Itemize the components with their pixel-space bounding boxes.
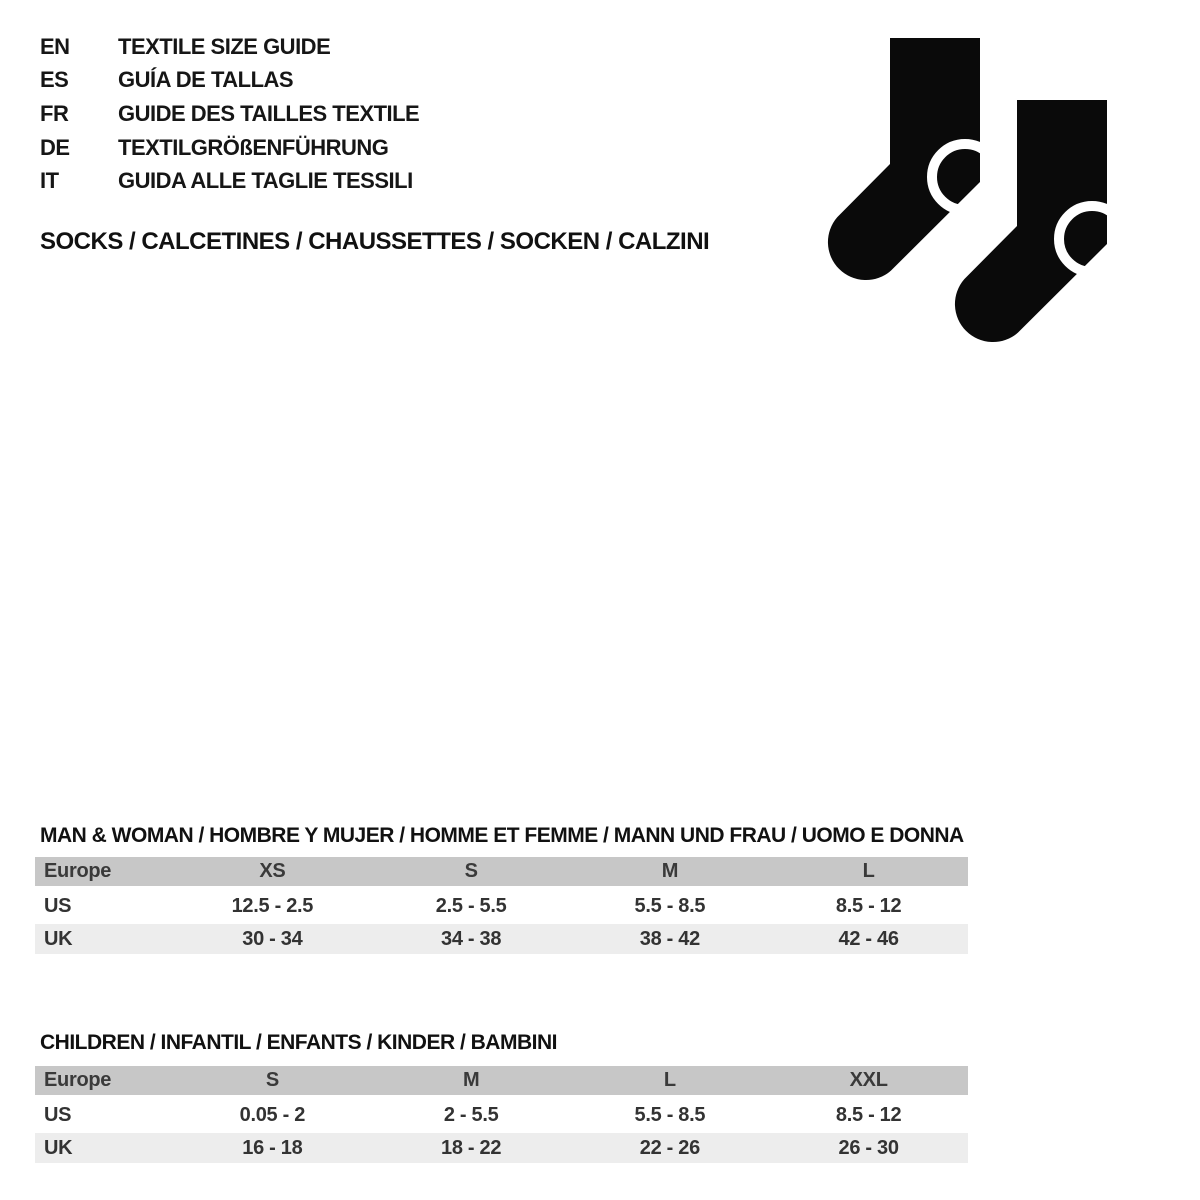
size-header-cell: XS <box>259 860 286 882</box>
size-cell: 12.5 - 2.5 <box>231 894 314 917</box>
size-cell: 42 - 46 <box>838 927 899 950</box>
language-label: GUIDE DES TAILLES TEXTILE <box>118 100 420 126</box>
category-title: SOCKS / CALCETINES / CHAUSSETTES / SOCKEN / CALZINI <box>40 228 710 255</box>
table-header-row <box>35 1066 968 1095</box>
language-code: FR <box>40 100 69 126</box>
language-code: IT <box>40 168 59 194</box>
size-cell: 30 - 34 <box>242 927 303 950</box>
size-header-cell: L <box>862 860 875 882</box>
size-cell: 26 - 30 <box>838 1136 899 1159</box>
region-label: US <box>44 1103 72 1126</box>
size-cell: 18 - 22 <box>441 1136 502 1159</box>
language-code: ES <box>40 67 69 93</box>
size-cell: 8.5 - 12 <box>835 894 902 917</box>
children-section <box>0 1031 902 1159</box>
size-cell: 8.5 - 12 <box>835 1103 902 1126</box>
language-label: GUÍA DE TALLAS <box>118 67 294 93</box>
size-cell: 16 - 18 <box>242 1136 303 1159</box>
size-cell: 22 - 26 <box>639 1136 700 1159</box>
size-header-cell: M <box>462 1069 480 1091</box>
table-header-row <box>35 857 968 886</box>
size-cell: 2 - 5.5 <box>443 1103 499 1126</box>
language-row-it <box>40 164 419 198</box>
size-cell: 0.05 - 2 <box>239 1103 306 1126</box>
size-header-cell: XXL <box>849 1069 888 1091</box>
size-header-cell: M <box>661 860 679 882</box>
language-row-fr <box>40 97 419 131</box>
children-size-table <box>35 1066 968 1163</box>
table-row-uk <box>35 924 968 954</box>
size-cell: 34 - 38 <box>441 927 502 950</box>
region-label: UK <box>44 1136 73 1159</box>
language-code: DE <box>40 134 70 160</box>
language-label: TEXTILE SIZE GUIDE <box>118 33 331 59</box>
table-row-us <box>35 890 968 922</box>
size-header-cell: S <box>464 860 478 882</box>
region-label: US <box>44 894 72 917</box>
language-list <box>40 30 419 198</box>
man-woman-section <box>0 824 964 950</box>
language-row-en <box>40 30 419 64</box>
region-label: UK <box>44 927 73 950</box>
language-row-es <box>40 64 419 98</box>
size-cell: 5.5 - 8.5 <box>634 894 706 917</box>
language-code: EN <box>40 33 70 59</box>
man-woman-table-title: MAN & WOMAN / HOMBRE Y MUJER / HOMME ET FEMME / MANN UND FRAU / UOMO E DONNA <box>40 824 964 847</box>
man-woman-size-table <box>35 857 968 954</box>
socks-icon <box>815 30 1135 360</box>
size-header-cell-region: Europe <box>44 860 112 882</box>
size-cell: 5.5 - 8.5 <box>634 1103 706 1126</box>
table-row-us <box>35 1099 968 1131</box>
size-header-cell: S <box>265 1069 279 1091</box>
size-cell: 38 - 42 <box>639 927 700 950</box>
children-table-title: CHILDREN / INFANTIL / ENFANTS / KINDER / BAMBINI <box>40 1031 557 1054</box>
table-row-uk <box>35 1133 968 1163</box>
size-header-cell: L <box>663 1069 676 1091</box>
size-cell: 2.5 - 5.5 <box>435 894 507 917</box>
language-row-de <box>40 131 419 165</box>
language-label: GUIDA ALLE TAGLIE TESSILI <box>118 168 413 194</box>
size-header-cell-region: Europe <box>44 1069 112 1091</box>
language-label: TEXTILGRÖßENFÜHRUNG <box>118 134 389 160</box>
